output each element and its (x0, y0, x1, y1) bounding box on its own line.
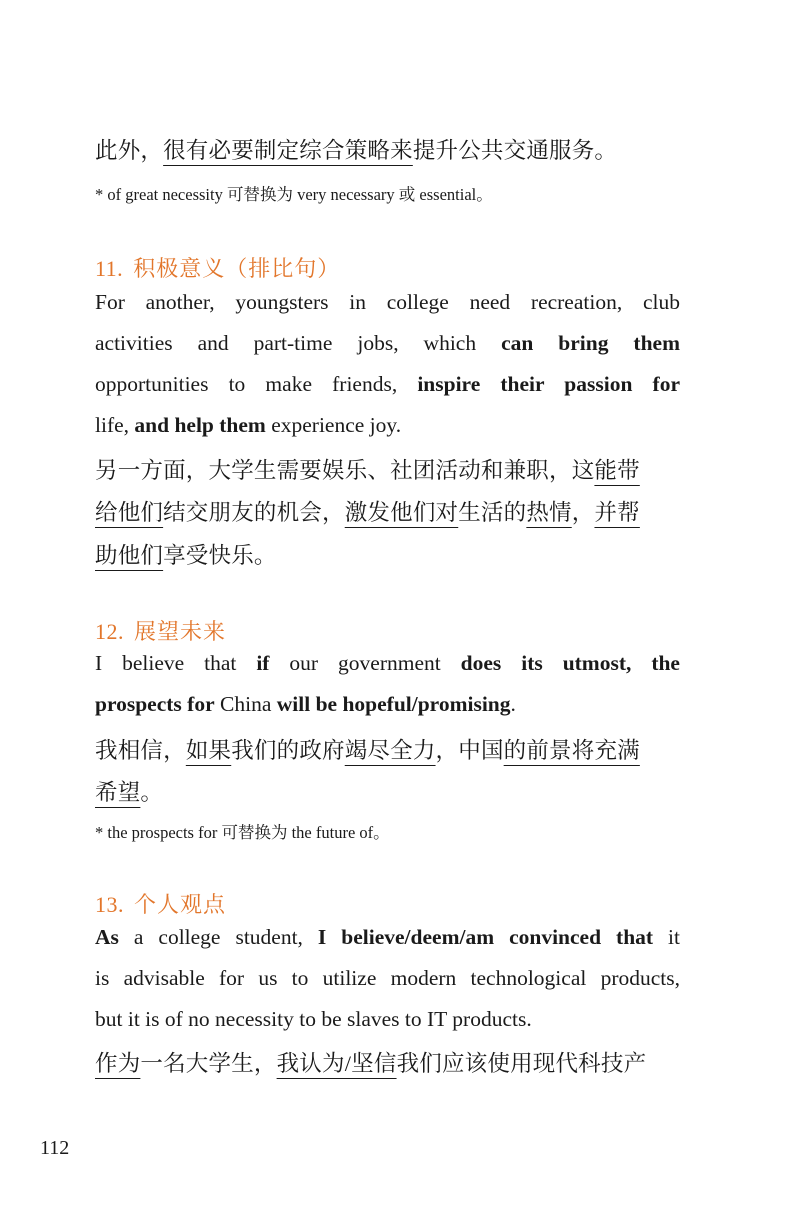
note-text: the future of。 (287, 823, 390, 842)
underlined-text: 的前景将充满 (503, 738, 640, 763)
text: 一名大学生， (140, 1051, 277, 1076)
underlined-text: 希望 (95, 780, 141, 805)
s11-cn-line-1 (95, 453, 685, 485)
text: 另一方面，大学生需要娱乐、社团活动和兼职，这 (95, 458, 595, 483)
bold-text: As (95, 925, 119, 949)
s12-en-line-1 (95, 651, 680, 676)
underlined-text: 给他们 (95, 500, 164, 525)
note-text: 可替换为 (221, 823, 288, 842)
text: 结交朋友的机会， (163, 500, 345, 525)
underlined-text: 激发他们对 (344, 500, 459, 525)
s11-cn-line-3 (95, 538, 685, 570)
s11-cn-line-2 (95, 495, 685, 527)
text: I believe that (95, 651, 257, 675)
text: experience joy. (265, 413, 402, 437)
bold-text: will be hopeful/promising (276, 692, 511, 716)
note-text: * of great necessity (95, 185, 227, 204)
section-number: 11. (95, 256, 124, 281)
section-number: 13. (95, 892, 124, 917)
text: is advisable for us to utilize modern technological products, (95, 966, 680, 990)
intro-cn-post: 提升公共交通服务。 (412, 138, 618, 163)
bold-text: and help them (134, 413, 266, 437)
section-12-heading (95, 615, 226, 646)
section-number: 12. (95, 619, 124, 644)
text: our government (269, 651, 461, 675)
text: . (510, 692, 516, 716)
text: but it is of no necessity to be slaves to IT products. (95, 1007, 532, 1031)
underlined-text: 如果 (185, 738, 232, 763)
note-text: very necessary (292, 185, 399, 204)
text: 我们的政府 (231, 738, 345, 763)
text: ， (571, 500, 595, 525)
underlined-text: 助他们 (95, 543, 164, 568)
section-title: 个人观点 (134, 892, 227, 917)
text: 享受快乐。 (163, 543, 277, 568)
text: it (653, 925, 680, 949)
s11-en-line-2 (95, 331, 680, 356)
underlined-text: 热情 (526, 500, 572, 525)
note-text: 可替换为 (226, 185, 293, 204)
underlined-text: 并帮 (594, 500, 640, 525)
s11-en-line-4 (95, 413, 680, 438)
intro-cn-pre: 此外， (95, 138, 164, 163)
text: 我相信， (95, 738, 186, 763)
bold-text: inspire their passion for (417, 372, 680, 396)
intro-note (95, 181, 493, 205)
section-13-heading (95, 888, 226, 919)
s12-note (95, 819, 390, 843)
s13-cn-line-1 (95, 1046, 685, 1078)
bold-text: if (256, 651, 270, 675)
section-title: 积极意义（排比句） (133, 256, 341, 281)
underlined-text: 我认为/坚信 (276, 1051, 397, 1076)
s11-en-line-1 (95, 290, 680, 315)
intro-cn-underlined: 很有必要制定综合策略来 (163, 138, 413, 163)
text: 我们应该使用现代科技产 (396, 1051, 647, 1076)
s13-en-line-2 (95, 966, 680, 991)
bold-text: prospects for (95, 692, 215, 716)
underlined-text: 竭尽全力 (344, 738, 436, 763)
text: 的 (503, 500, 527, 525)
s12-cn-line-2 (95, 775, 685, 807)
text: 生活 (458, 500, 504, 525)
bold-text: does its utmost, the (460, 651, 680, 675)
underlined-text: 能带 (594, 458, 640, 483)
text: China (214, 692, 277, 716)
text: 。 (140, 780, 164, 805)
intro-chinese-sentence (95, 133, 685, 165)
underlined-text: 作为 (95, 1051, 141, 1076)
note-text: 或 (398, 185, 416, 204)
page-number: 112 (40, 1137, 70, 1159)
section-11-heading (95, 252, 340, 283)
text: opportunities to make friends, (95, 372, 418, 396)
text: life, (95, 413, 135, 437)
text: a college student, (118, 925, 318, 949)
s12-en-line-2 (95, 692, 680, 717)
s12-cn-line-1 (95, 733, 685, 765)
text: For another, youngsters in college need recreation, club (95, 290, 680, 314)
text: activities and part-time jobs, which (95, 331, 502, 355)
note-text: essential。 (415, 185, 493, 204)
s13-en-line-1 (95, 925, 680, 950)
text: ，中国 (435, 738, 504, 763)
s11-en-line-3 (95, 372, 680, 397)
bold-text: I believe/deem/am convinced that (317, 925, 654, 949)
s13-en-line-3 (95, 1007, 680, 1032)
note-text: * the prospects for (95, 823, 222, 842)
bold-text: can bring them (501, 331, 680, 355)
section-title: 展望未来 (134, 619, 227, 644)
